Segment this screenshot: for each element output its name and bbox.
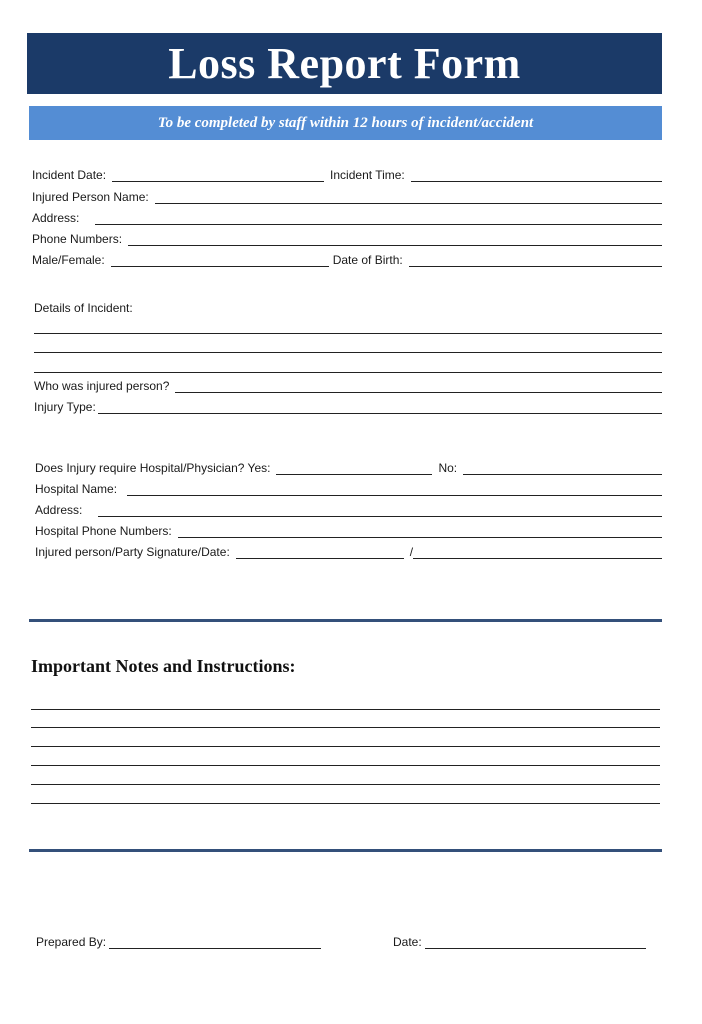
who-injured-row	[34, 377, 662, 393]
phone-numbers-row	[32, 230, 662, 246]
section-divider-bottom	[29, 849, 662, 852]
male-female-label: Male/Female:	[32, 253, 105, 267]
hospital-address-row	[35, 501, 662, 517]
who-injured-field[interactable]	[175, 380, 662, 393]
prepared-by-row	[36, 933, 321, 949]
incident-date-field[interactable]	[112, 169, 324, 182]
injured-person-name-label: Injured Person Name:	[32, 190, 149, 204]
signature-date-row	[35, 543, 662, 559]
date-of-birth-field[interactable]	[409, 254, 662, 267]
subtitle-banner	[29, 106, 662, 140]
notes-line-1[interactable]	[31, 709, 660, 710]
hospital-no-label: No:	[438, 461, 458, 475]
form-subtitle: To be completed by staff within 12 hours of incident/accident	[157, 114, 534, 131]
phone-numbers-field[interactable]	[128, 233, 662, 246]
phone-numbers-label: Phone Numbers:	[32, 232, 123, 246]
hospital-address-label: Address:	[35, 503, 83, 517]
male-female-field[interactable]	[111, 254, 329, 267]
gender-dob-row	[32, 251, 662, 267]
hospital-required-row	[35, 459, 662, 475]
signature-separator: /	[409, 545, 414, 559]
hospital-phone-label: Hospital Phone Numbers:	[35, 524, 172, 538]
notes-line-6[interactable]	[31, 803, 660, 804]
notes-line-2[interactable]	[31, 727, 660, 728]
details-line-2[interactable]	[34, 352, 662, 353]
address-label: Address:	[32, 211, 80, 225]
injury-type-field[interactable]	[98, 401, 662, 414]
address-field[interactable]	[95, 212, 662, 225]
date-of-birth-label: Date of Birth:	[332, 253, 403, 267]
footer-date-field[interactable]	[425, 936, 646, 949]
signature-field[interactable]	[236, 546, 404, 559]
section-divider-top	[29, 619, 662, 622]
notes-line-3[interactable]	[31, 746, 660, 747]
footer-date-label: Date:	[393, 935, 422, 949]
hospital-address-field[interactable]	[98, 504, 662, 517]
prepared-by-field[interactable]	[109, 936, 321, 949]
hospital-phone-row	[35, 522, 662, 538]
signature-date-label: Injured person/Party Signature/Date:	[35, 545, 230, 559]
hospital-name-label: Hospital Name:	[35, 482, 118, 496]
hospital-required-label: Does Injury require Hospital/Physician? Yes:	[35, 461, 271, 475]
details-of-incident-row	[34, 299, 662, 315]
incident-date-time-row	[32, 166, 662, 182]
signature-date-field[interactable]	[413, 546, 662, 559]
injured-person-name-row	[32, 188, 662, 204]
form-title: Loss Report Form	[168, 39, 521, 88]
details-of-incident-label: Details of Incident:	[34, 301, 133, 315]
details-line-3[interactable]	[34, 372, 662, 373]
incident-time-field[interactable]	[411, 169, 662, 182]
injury-type-row	[34, 398, 662, 414]
hospital-name-row	[35, 480, 662, 496]
hospital-name-field[interactable]	[127, 483, 662, 496]
hospital-no-field[interactable]	[463, 462, 662, 475]
injured-person-name-field[interactable]	[155, 191, 662, 204]
notes-heading: Important Notes and Instructions:	[31, 656, 296, 676]
injury-type-label: Injury Type:	[34, 400, 96, 414]
incident-date-label: Incident Date:	[32, 168, 107, 182]
address-row	[32, 209, 662, 225]
who-injured-label: Who was injured person?	[34, 379, 170, 393]
hospital-phone-field[interactable]	[178, 525, 662, 538]
footer-date-row	[393, 933, 646, 949]
prepared-by-label: Prepared By:	[36, 935, 107, 949]
details-line-1[interactable]	[34, 333, 662, 334]
hospital-yes-field[interactable]	[276, 462, 432, 475]
title-banner	[27, 33, 662, 94]
notes-line-4[interactable]	[31, 765, 660, 766]
notes-line-5[interactable]	[31, 784, 660, 785]
incident-time-label: Incident Time:	[330, 168, 405, 182]
